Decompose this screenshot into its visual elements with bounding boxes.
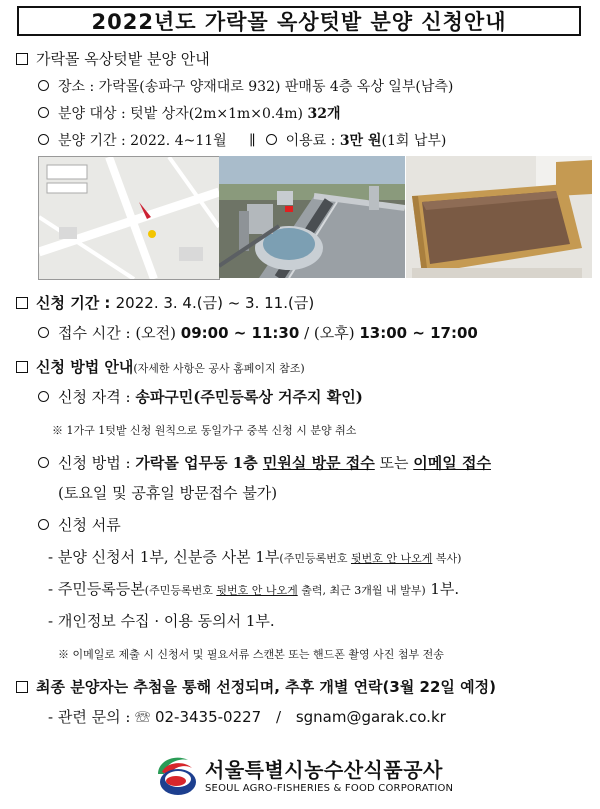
method-sub: (토요일 및 공휴일 방문접수 불가): [58, 484, 278, 502]
period-line: 분양 기간 : 2022. 4~11월 ∥ 이용료 : 3만 원(1회 납부): [38, 130, 446, 150]
contact-line: - 관련 문의 : ☏ 02-3435-0227 / sgnam@garak.co.kr: [48, 708, 446, 726]
bullet-circle-icon: [38, 519, 49, 530]
checkbox-square-icon: [16, 53, 28, 65]
location-line: 장소 : 가락몰(송파구 양재대로 932) 판매동 4층 옥상 일부(남측): [38, 76, 453, 96]
doc-item-3: - 개인정보 수집 · 이용 동의서 1부.: [48, 612, 275, 630]
docs-heading: 신청 서류: [38, 514, 121, 535]
doc-item-1: - 분양 신청서 1부, 신분증 사본 1부(주민등록번호 뒷번호 안 나오게 복사): [48, 548, 462, 566]
bullet-circle-icon: [38, 327, 49, 338]
bullet-circle-icon: [38, 457, 49, 468]
phone-icon: ☏: [135, 708, 151, 726]
page-title-text: 2022년도 가락몰 옥상텃밭 분양 신청안내: [91, 10, 507, 34]
section1-heading: 가락몰 옥상텃밭 분양 안내: [16, 48, 210, 69]
bullet-circle-icon: [38, 80, 49, 91]
target-line: 분양 대상 : 텃밭 상자(2m×1m×0.4m) 32개: [38, 103, 340, 123]
qualification-note: ※ 1가구 1텃밭 신청 원칙으로 동일가구 중복 신청 시 분양 취소: [52, 424, 357, 437]
checkbox-square-icon: [16, 361, 28, 373]
section3-heading: 신청 방법 안내(자세한 사항은 공사 홈페이지 참조): [16, 356, 305, 377]
qualification-line: 신청 자격 : 송파구민(주민등록상 거주지 확인): [38, 386, 363, 407]
bullet-circle-icon: [38, 134, 49, 145]
method-line: 신청 방법 : 가락몰 업무동 1층 민원실 방문 접수 또는 이메일 접수: [38, 452, 491, 473]
separator: ∥: [249, 133, 256, 149]
email-address[interactable]: sgnam@garak.co.kr: [295, 708, 446, 726]
planter-box-photo: [406, 156, 592, 278]
bullet-circle-icon: [38, 391, 49, 402]
org-name-en: SEOUL AGRO-FISHERIES & FOOD CORPORATION: [205, 783, 454, 794]
section4-heading: 최종 분양자는 추첨을 통해 선정되며, 추후 개별 연락(3월 22일 예정): [16, 676, 496, 697]
corporation-logo-icon: [152, 752, 202, 798]
org-name: 서울특별시농수산식품공사: [205, 758, 443, 782]
page-title: [17, 6, 581, 36]
aerial-photo: [219, 156, 405, 278]
location-map-image: [38, 156, 220, 280]
reception-time-line: 접수 시간 : (오전) 09:00 ~ 11:30 / (오후) 13:00 ~ 17:00: [38, 322, 478, 343]
docs-note: ※ 이메일로 제출 시 신청서 및 필요서류 스캔본 또는 핸드폰 촬영 사진 첨부 전송: [58, 648, 444, 661]
section2-heading: 신청 기간 : 2022. 3. 4.(금) ~ 3. 11.(금): [16, 292, 314, 313]
bullet-circle-icon: [266, 134, 277, 145]
bullet-circle-icon: [38, 107, 49, 118]
doc-item-2: - 주민등록등본(주민등록번호 뒷번호 안 나오게 출력, 최근 3개월 내 발부) 1부.: [48, 580, 460, 598]
checkbox-square-icon: [16, 297, 28, 309]
checkbox-square-icon: [16, 681, 28, 693]
phone-number[interactable]: 02-3435-0227: [154, 708, 262, 726]
